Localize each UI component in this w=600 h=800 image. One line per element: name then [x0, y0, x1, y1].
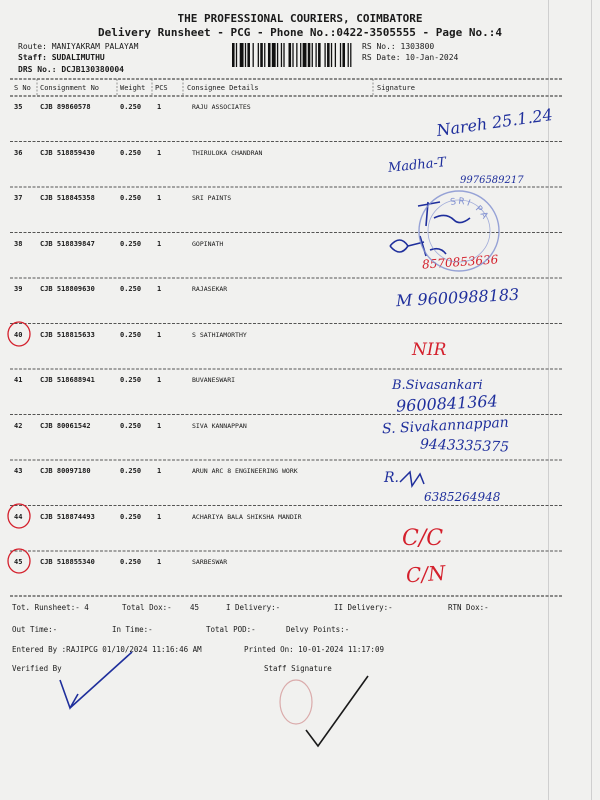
signature-r36-name: Madha-T — [387, 155, 447, 176]
signature-r45: C/N — [405, 560, 447, 588]
row-sno: 38 — [14, 239, 23, 248]
row-sno: 41 — [14, 376, 23, 384]
row-weight: 0.250 — [120, 421, 142, 430]
drs-label: DRS No.: DCJB130380004 — [18, 65, 124, 74]
verified-signature — [40, 650, 140, 720]
signature-r41-name: B.Sivasankari — [392, 378, 483, 393]
company-title: THE PROFESSIONAL COURIERS, COIMBATORE — [177, 12, 423, 25]
rs-date: RS Date: 10-Jan-2024 — [362, 53, 459, 62]
row-pcs: 1 — [157, 330, 162, 339]
row-consignee: THIRULOKA CHANDRAN — [192, 148, 263, 157]
rs-number: RS No.: 1303800 — [362, 42, 435, 51]
row-weight: 0.250 — [120, 148, 142, 157]
staff-signature-label: Staff Signature — [264, 664, 332, 673]
row-sno: 43 — [14, 467, 23, 475]
signature-r42-name: S. Sivakannappan — [381, 414, 510, 438]
ii-delivery-label: II Delivery:- — [334, 603, 393, 612]
row-pcs: 1 — [157, 285, 162, 293]
rubber-stamp — [416, 188, 502, 274]
row-weight: 0.250 — [120, 330, 142, 339]
row-sno: 40 — [14, 330, 23, 339]
out-time-label: Out Time:- — [12, 625, 58, 634]
red-circle-44 — [4, 500, 34, 530]
row-consignee: S SATHIAMORTHY — [192, 330, 247, 339]
col-header-sno: S No — [14, 84, 31, 92]
red-circle-45 — [4, 545, 34, 575]
row-sno: 45 — [14, 558, 23, 566]
row-consignee: ACHARIYA BALA SHIKSHA MANDIR — [192, 512, 302, 521]
total-dox-value: 45 — [190, 603, 200, 612]
row-consignment-no: CJB 518839847 — [40, 239, 95, 248]
row-pcs: 1 — [157, 467, 162, 475]
row-sno: 36 — [14, 148, 23, 157]
row-consignment-no: CJB 518855340 — [40, 558, 95, 566]
row-weight: 0.250 — [120, 512, 142, 521]
row-weight: 0.250 — [120, 376, 142, 384]
col-header-pcs: PCS — [155, 84, 168, 92]
col-header-consignment: Consignment No — [40, 84, 100, 92]
row-sno: 44 — [14, 512, 23, 521]
row-pcs: 1 — [157, 376, 162, 384]
row-pcs: 1 — [157, 421, 162, 430]
row-consignment-no: CJB 518688941 — [40, 376, 95, 384]
total-runsheet: Tot. Runsheet:- 4 — [12, 603, 89, 612]
total-dox-label: Total Dox:- — [122, 603, 172, 612]
signature-r43-mark — [398, 468, 428, 490]
stamp-text: SRI PA — [449, 196, 491, 223]
row-sno: 39 — [14, 285, 23, 293]
signature-r43-phone: 6385264948 — [424, 490, 501, 504]
row-consignment-no: CJB 518845358 — [40, 194, 95, 202]
total-pod-label: Total POD:- — [206, 625, 256, 634]
row-consignment-no: CJB 89860578 — [40, 103, 91, 111]
runsheet-subtitle: Delivery Runsheet - PCG - Phone No.:0422-3505555 - Page No.:4 — [98, 26, 502, 39]
row-consignee: BUVANESWARI — [192, 376, 236, 384]
row-sno: 37 — [14, 194, 23, 202]
row-consignee: SARBESWAR — [192, 558, 228, 566]
col-header-weight: Weight — [120, 84, 146, 92]
row-weight: 0.250 — [120, 285, 142, 293]
row-consignment-no: CJB 80097180 — [40, 467, 91, 475]
signature-r43-name: R. — [384, 470, 399, 486]
row-consignment-no: CJB 518874493 — [40, 512, 95, 521]
delivery-points-label: Delvy Points:- — [286, 625, 350, 634]
row-weight: 0.250 — [120, 558, 142, 566]
row-consignment-no: CJB 80061542 — [40, 421, 91, 430]
row-pcs: 1 — [157, 512, 162, 521]
row-weight: 0.250 — [120, 239, 142, 248]
row-pcs: 1 — [157, 103, 162, 111]
rtn-dox-label: RTN Dox:- — [448, 603, 489, 612]
row-pcs: 1 — [157, 194, 162, 202]
signature-r40: NIR — [412, 340, 447, 360]
col-header-signature: Signature — [377, 84, 415, 92]
in-time-label: In Time:- — [112, 625, 153, 634]
staff-signature-mark — [276, 674, 386, 754]
row-pcs: 1 — [157, 148, 162, 157]
signature-r35: Nareh 25.1.24 — [435, 104, 554, 141]
row-pcs: 1 — [157, 239, 162, 248]
row-consignee: ARUN ARC 8 ENGINEERING WORK — [192, 467, 298, 475]
red-circle-40 — [4, 318, 34, 348]
row-consignment-no: CJB 518809630 — [40, 285, 95, 293]
signature-r44: C/C — [402, 526, 444, 551]
i-delivery-label: I Delivery:- — [226, 603, 281, 612]
row-weight: 0.250 — [120, 103, 142, 111]
col-header-consignee: Consignee Details — [187, 84, 259, 92]
row-consignee: SRI PAINTS — [192, 194, 232, 202]
row-consignee: RAJASEKAR — [192, 285, 228, 293]
signature-r38-phone: 8570853636 — [421, 252, 499, 272]
row-consignment-no: CJB 518815633 — [40, 330, 95, 339]
signature-r42-phone: 9443335375 — [419, 436, 510, 456]
row-sno: 35 — [14, 103, 23, 111]
row-consignee: RAJU ASSOCIATES — [192, 103, 251, 111]
printed-on: Printed On: 10-01-2024 11:17:09 — [244, 645, 384, 654]
signature-r41-phone: 9600841364 — [395, 391, 499, 416]
row-consignee: SIVA KANNAPPAN — [192, 421, 247, 430]
entered-by: Entered By :RAJIPCG 01/10/2024 11:16:46 AM — [12, 645, 202, 654]
row-pcs: 1 — [157, 558, 162, 566]
row-consignee: GOPINATH — [192, 239, 224, 248]
route-label: Route: MANIYAKRAM PALAYAM — [18, 42, 139, 51]
row-weight: 0.250 — [120, 194, 142, 202]
row-sno: 42 — [14, 421, 23, 430]
signature-r36-phone: 9976589217 — [460, 175, 524, 186]
staff-label: Staff: SUDALIMUTHU — [18, 53, 105, 62]
signature-r39: M 9600988183 — [395, 284, 520, 311]
row-weight: 0.250 — [120, 467, 142, 475]
verified-by-label: Verified By — [12, 664, 62, 673]
row-consignment-no: CJB 518859430 — [40, 148, 95, 157]
